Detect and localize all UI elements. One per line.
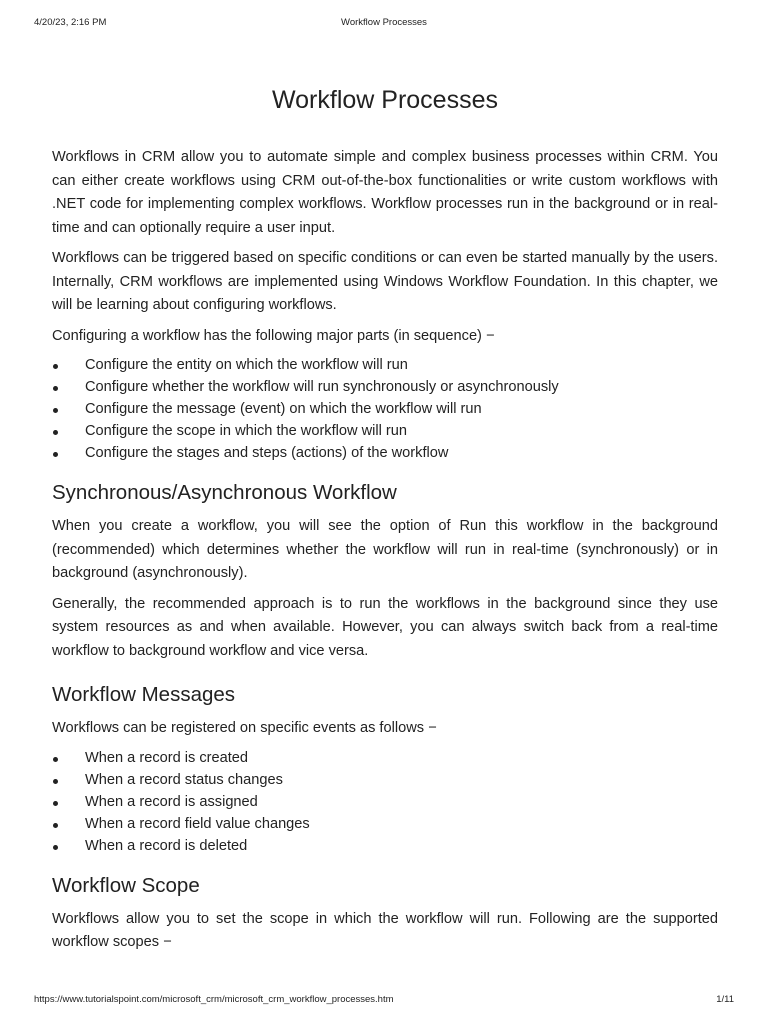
- list-item: When a record status changes: [52, 769, 718, 791]
- list-item: When a record is created: [52, 747, 718, 769]
- print-footer: [34, 994, 734, 1008]
- intro-paragraph-2: Workflows can be triggered based on specific conditions or can even be started manually by the users. Internally, CRM workflows are implemented using Windows Workflow Foundation. In this chapter, we will be learning about configuring workflows.: [52, 250, 718, 313]
- print-header: [34, 17, 734, 31]
- sync-paragraph-2: Generally, the recommended approach is to run the workflows in the background since they use system resources as and when available. However, you can always switch back from a real-time workflow to background workflow and vice versa.: [52, 595, 718, 659]
- intro-paragraph-1: Workflows in CRM allow you to automate simple and complex business processes within CRM. You can either create workflows using CRM out-of-the-box functionalities or write custom workflows with .NET code for implementing complex workflows. Workflow processes run in the background or in real-time and can optionally require a user input.: [52, 149, 718, 236]
- section-heading-sync: Synchronous/Asynchronous Workflow: [52, 481, 397, 504]
- article: [52, 80, 718, 962]
- workflow-parts-list: [52, 354, 718, 464]
- list-item: Configure the message (event) on which the workflow will run: [52, 398, 718, 420]
- list-item: Configure whether the workflow will run synchronously or asynchronously: [52, 376, 718, 398]
- parts-intro: Configuring a workflow has the following major parts (in sequence) −: [52, 327, 495, 344]
- print-datetime: 4/20/23, 2:16 PM: [34, 17, 107, 28]
- list-item: When a record is deleted: [52, 835, 718, 857]
- list-item: Configure the scope in which the workflow will run: [52, 420, 718, 442]
- print-title: Workflow Processes: [341, 17, 427, 28]
- page-number: 1/11: [716, 994, 734, 1005]
- workflow-events-list: [52, 747, 718, 857]
- messages-intro: Workflows can be registered on specific events as follows −: [52, 720, 437, 736]
- section-heading-messages: Workflow Messages: [52, 683, 236, 706]
- section-heading-scope: Workflow Scope: [52, 873, 200, 897]
- page-title: Workflow Processes: [272, 86, 498, 114]
- list-item: Configure the stages and steps (actions) of the workflow: [52, 442, 718, 464]
- scope-intro: Workflows allow you to set the scope in which the workflow will run. Following are the supported workflow scopes −: [52, 910, 718, 950]
- list-item: When a record is assigned: [52, 791, 718, 813]
- list-item: Configure the entity on which the workflow will run: [52, 354, 718, 376]
- sync-paragraph-1: When you create a workflow, you will see the option of Run this workflow in the background (recommended) which determines whether the workflow will run in real-time (synchronously) or in background (asynchronously).: [52, 518, 718, 581]
- print-url: https://www.tutorialspoint.com/microsoft_crm/microsoft_crm_workflow_processes.htm: [34, 994, 394, 1005]
- list-item: When a record field value changes: [52, 813, 718, 835]
